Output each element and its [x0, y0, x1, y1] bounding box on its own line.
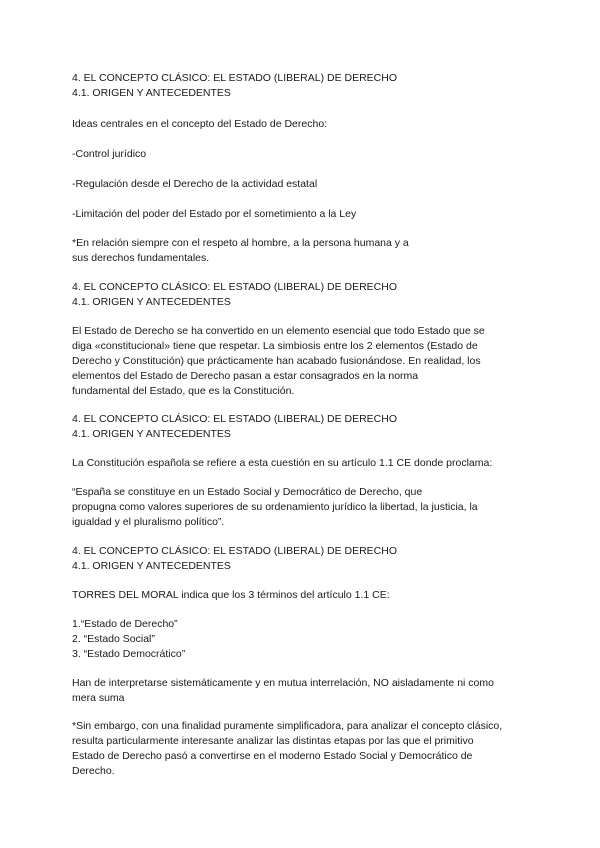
section-subheading: 4.1. ORIGEN Y ANTECEDENTES: [72, 87, 231, 99]
quote-line: igualdad y el pluralismo político”.: [72, 516, 225, 528]
interpret-line: mera suma: [72, 692, 125, 704]
note-line: resulta particularmente interesante analizar las distintas etapas por las que el primitivo: [72, 735, 474, 747]
list-item: 3. “Estado Democrático”: [72, 648, 186, 660]
intro-text: TORRES DEL MORAL indica que los 3 términos del artículo 1.1 CE:: [72, 589, 390, 601]
bullet-item: -Limitación del poder del Estado por el sometimiento a la Ley: [72, 208, 357, 220]
section-heading: 4. EL CONCEPTO CLÁSICO: EL ESTADO (LIBERAL) DE DERECHO: [72, 281, 397, 293]
paragraph-line: elementos del Estado de Derecho pasan a estar consagrados en la norma: [72, 370, 419, 382]
note-line: *Sin embargo, con una finalidad puramente simplificadora, para analizar el concepto clásico,: [72, 720, 503, 732]
note-line: Estado de Derecho pasó a convertirse en el moderno Estado Social y Democrático de: [72, 750, 473, 762]
bullet-item: -Regulación desde el Derecho de la actividad estatal: [72, 178, 318, 190]
section-subheading: 4.1. ORIGEN Y ANTECEDENTES: [72, 428, 231, 440]
section-subheading: 4.1. ORIGEN Y ANTECEDENTES: [72, 560, 231, 572]
paragraph-line: El Estado de Derecho se ha convertido en un elemento esencial que todo Estado que se: [72, 325, 485, 337]
quote-line: propugna como valores superiores de su ordenamiento jurídico la libertad, la justicia, la: [72, 501, 478, 513]
paragraph-line: fundamental del Estado, que es la Constitución.: [72, 385, 295, 397]
section-subheading: 4.1. ORIGEN Y ANTECEDENTES: [72, 296, 231, 308]
list-item: 1.“Estado de Derecho”: [72, 618, 178, 630]
bullet-item: -Control jurídico: [72, 148, 147, 160]
paragraph-line: Derecho y Constitución) que prácticamente han acabado fusionándose. En realidad, los: [72, 355, 481, 367]
list-item: 2. “Estado Social”: [72, 633, 155, 645]
section-heading: 4. EL CONCEPTO CLÁSICO: EL ESTADO (LIBERAL) DE DERECHO: [72, 413, 397, 425]
quote-line: “España se constituye en un Estado Social y Democrático de Derecho, que: [72, 486, 423, 498]
section-heading: 4. EL CONCEPTO CLÁSICO: EL ESTADO (LIBERAL) DE DERECHO: [72, 545, 397, 557]
note-line: sus derechos fundamentales.: [72, 252, 210, 264]
interpret-line: Han de interpretarse sistemáticamente y en mutua interrelación, NO aisladamente ni como: [72, 677, 494, 689]
section-heading: 4. EL CONCEPTO CLÁSICO: EL ESTADO (LIBERAL) DE DERECHO: [72, 72, 397, 84]
intro-text: La Constitución española se refiere a esta cuestión en su artículo 1.1 CE donde proclama:: [72, 457, 493, 469]
intro-text: Ideas centrales en el concepto del Estado de Derecho:: [72, 118, 328, 130]
paragraph-line: diga «constitucional» tiene que respetar. La simbiosis entre los 2 elementos (Estado de: [72, 340, 478, 352]
note-line: Derecho.: [72, 765, 115, 777]
note-line: *En relación siempre con el respeto al hombre, a la persona humana y a: [72, 237, 409, 249]
